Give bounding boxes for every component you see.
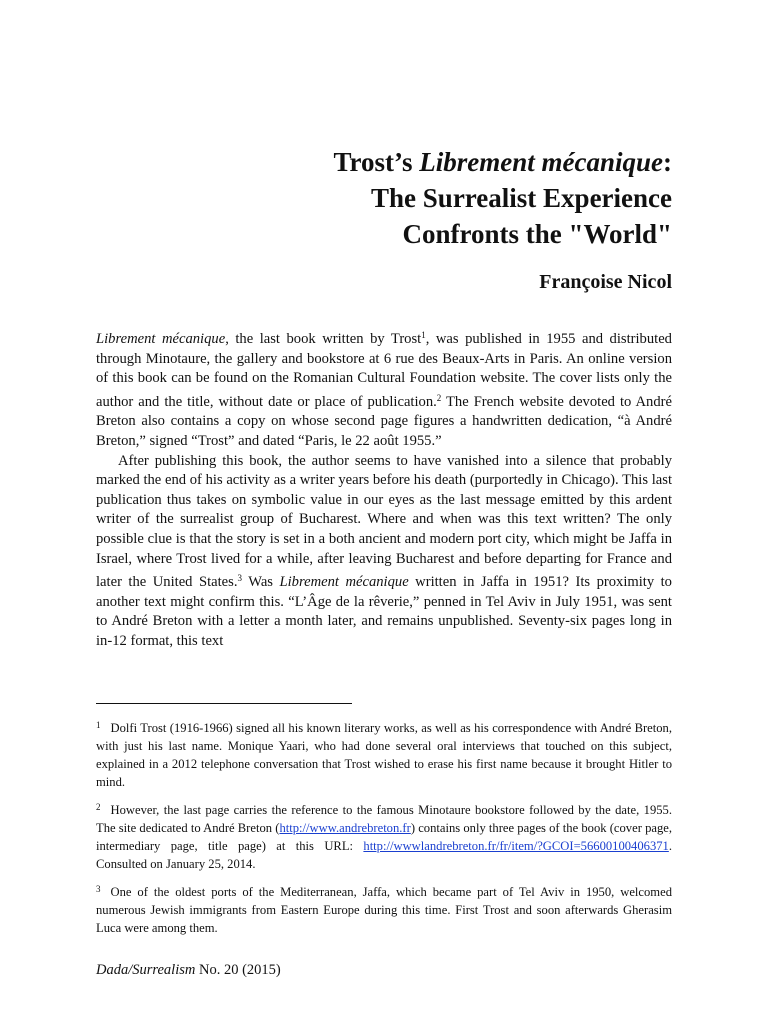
title-italic: Librement mécanique xyxy=(419,147,663,177)
body-paragraph-1: Librement mécanique, the last book written by Trost$^1$, was published in 1955 and distributed through Minotaure, the gallery and bookstore at 6 rue des Beaux-Arts in Paris. An online version of this book can be found on the Romanian Cultural Foundation website. The cover lists only the author and the title, without date or place of publication.$^2$ The French website devoted to André Breton also contains a copy on whose second page figures a handwritten dedication, “à André Breton,” signed “Trost” and dated “Paris, le 22 août 1955.” xyxy=(96,330,672,449)
footnote-2: $^2$ However, the last page carries the reference to the famous Minotaure bookstore followed by the date, 1955. The site dedicated to André Breton (http://www.andrebreton.fr) contains only three pages of the book (cover page, intermediary page, title page) at this URL: http://wwwlandrebreton.fr/fr/item/?GCOI=56600100406371. Consulted on January 25, 2014. xyxy=(96,802,672,871)
footnote-number: 2 xyxy=(96,802,101,812)
footnote-divider xyxy=(96,703,352,704)
title-line-2: The Surrealist Experience xyxy=(371,183,672,213)
andrebreton-item-link[interactable]: http://wwwlandrebreton.fr/fr/item/?GCOI=56600100406371 xyxy=(363,839,669,853)
footnote-3: $^3$ One of the oldest ports of the Mediterranean, Jaffa, which became part of Tel Aviv in 1950, welcomed numerous Jewish immigrants from Eastern Europe during this time. First Trost and soon afterwards Gherasim Luca were among them. xyxy=(96,884,672,935)
article-title xyxy=(96,144,672,252)
title-line-3: Confronts the "World" xyxy=(402,219,672,249)
journal-name: Dada/Surrealism xyxy=(96,962,196,978)
title-prefix: Trost’s xyxy=(333,147,420,177)
book-title-italic: Librement mécanique xyxy=(279,574,409,591)
journal-issue: No. 20 (2015) xyxy=(195,962,281,978)
title-suffix: : xyxy=(663,147,672,177)
article-author: Françoise Nicol xyxy=(539,271,672,293)
footnote-number: 1 xyxy=(96,720,101,730)
footnote-ref-3[interactable]: 3 xyxy=(237,573,242,584)
footnote-1: $^1$ Dolfi Trost (1916-1966) signed all his known literary works, as well as his correspondence with André Breton, with just his last name. Monique Yaari, who had done several oral interviews that touched on this subject, explained in a 2012 telephone conversation that Trost wished to erase his first name because it brought Hitler to mind. xyxy=(96,720,672,789)
footnote-ref-1[interactable]: 1 xyxy=(421,330,426,340)
journal-page xyxy=(96,0,672,1024)
book-title-italic: Librement mécanique xyxy=(96,331,226,347)
footnote-ref-2[interactable]: 2 xyxy=(436,392,442,403)
andrebreton-link[interactable]: http://www.andrebreton.fr xyxy=(279,821,411,835)
footnotes xyxy=(96,716,672,944)
body-paragraph-2: After publishing this book, the author seems to have vanished into a silence that probably marked the end of his activity as a writer years before his death (purportedly in Chicago). This last publication thus takes on symbolic value in our eyes as the last message emitted by this ardent writer of the surrealist group of Bucharest. Where and when was this text written? The only possible clue is that the story is set in a both ancient and modern port city, which might be Jaffa in Israel, where Trost lived for a while, after leaving Bucharest and before departing for France and later the United States.$^3$ Was Librement mécanique written in Jaffa in 1951? Its proximity to another text might confirm this. “L’Âge de la rêverie,” penned in Tel Aviv in July 1951, was sent to André Breton with a letter a month later, and remains unpublished. Seventy-six pages long in in-12 format, this text xyxy=(96,452,672,649)
article-body xyxy=(96,326,672,652)
journal-footer xyxy=(96,960,281,980)
footnote-number: 3 xyxy=(96,884,101,894)
